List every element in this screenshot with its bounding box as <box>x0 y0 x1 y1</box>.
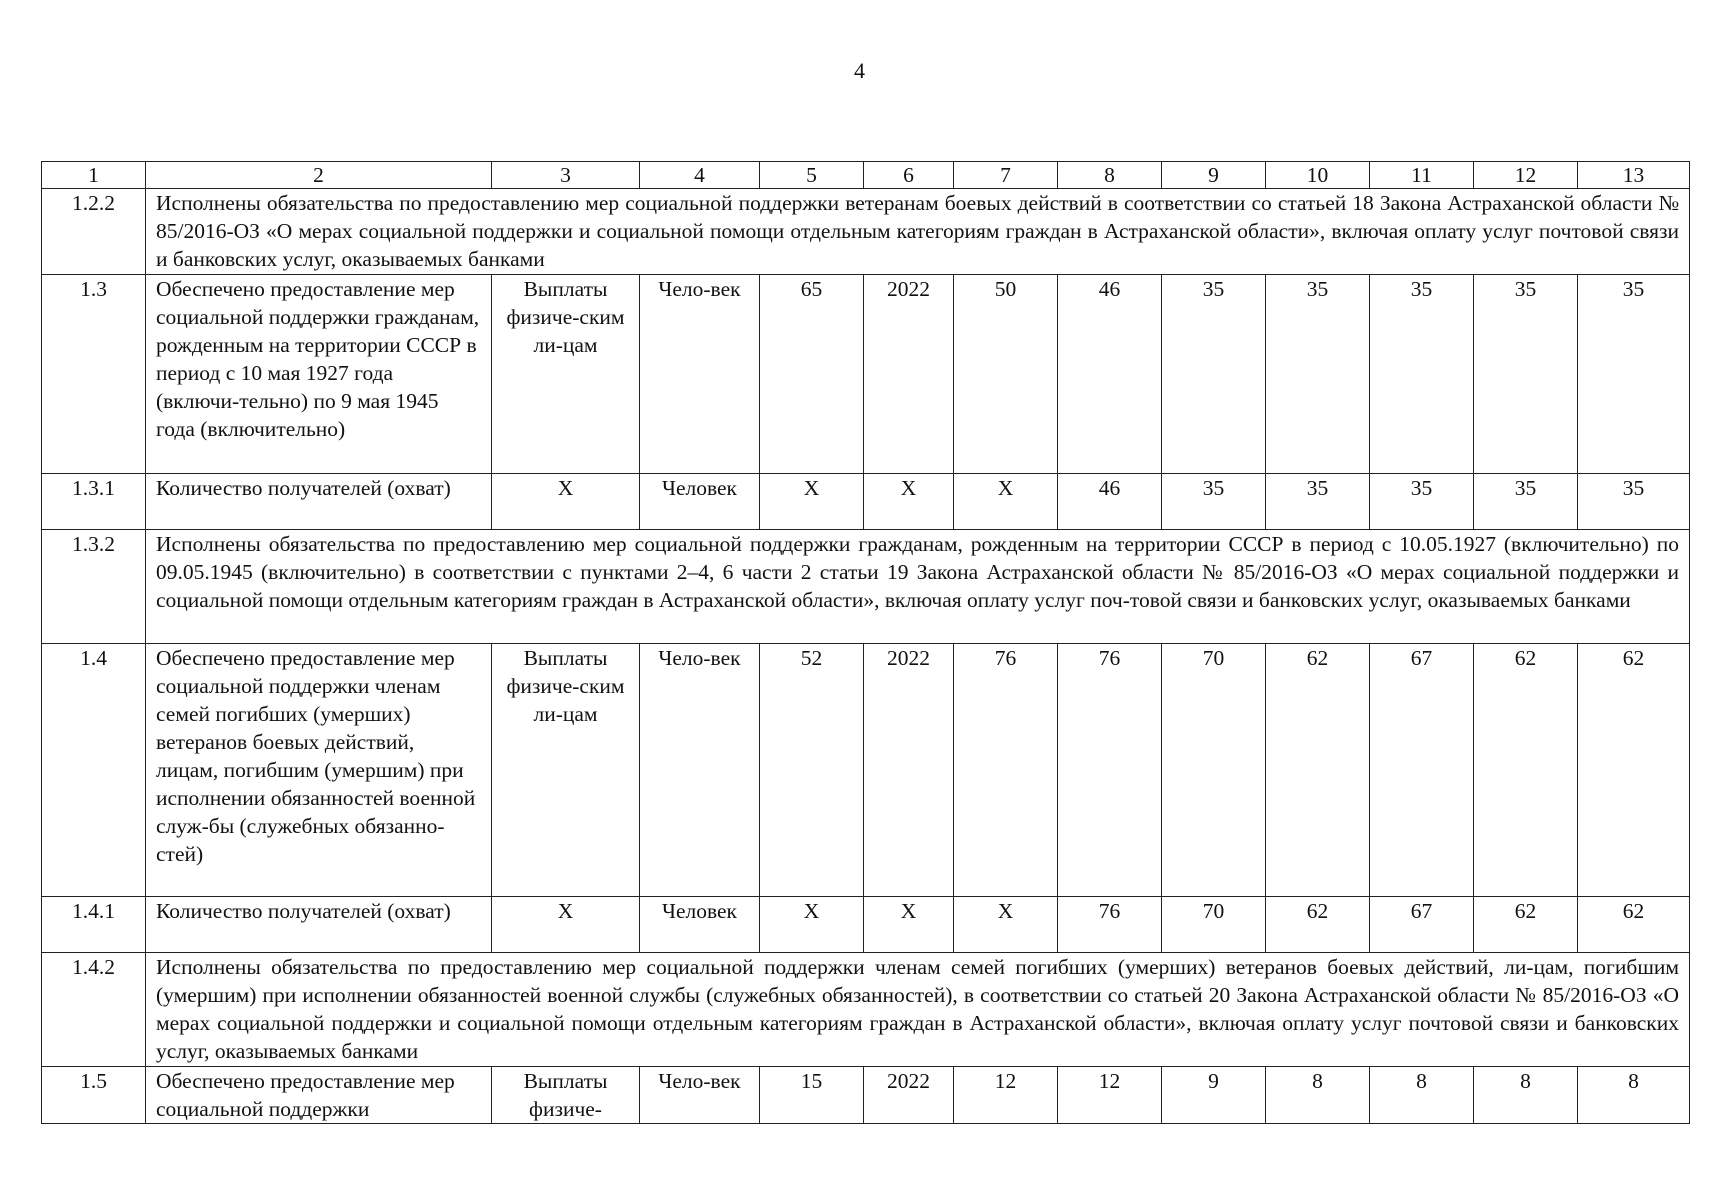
row-value: 62 <box>1266 644 1370 897</box>
row-code: 1.4 <box>42 644 146 897</box>
row-value: 35 <box>1162 474 1266 530</box>
row-value: 35 <box>1266 474 1370 530</box>
row-unit: Чело-век <box>640 1067 760 1124</box>
row-unit: Человек <box>640 474 760 530</box>
table-row <box>42 953 1690 1067</box>
row-type: Выплаты физиче- <box>492 1067 640 1124</box>
row-value: 62 <box>1474 644 1578 897</box>
row-value: 35 <box>1162 275 1266 474</box>
row-value: 67 <box>1370 644 1474 897</box>
column-number: 4 <box>640 162 760 189</box>
row-code: 1.3.2 <box>42 530 146 644</box>
row-value: 35 <box>1578 275 1690 474</box>
table-row <box>42 275 1690 474</box>
table-row <box>42 644 1690 897</box>
column-number: 11 <box>1370 162 1474 189</box>
column-number: 13 <box>1578 162 1690 189</box>
table-row <box>42 530 1690 644</box>
row-unit: Чело-век <box>640 644 760 897</box>
row-type: Выплаты физиче-ским ли-цам <box>492 275 640 474</box>
row-value: X <box>954 897 1058 953</box>
row-value: 62 <box>1578 897 1690 953</box>
row-name: Обеспечено предоставление мер социальной поддержки <box>146 1067 492 1124</box>
table-row <box>42 474 1690 530</box>
column-number: 8 <box>1058 162 1162 189</box>
row-value: X <box>864 474 954 530</box>
row-value: 15 <box>760 1067 864 1124</box>
column-number: 9 <box>1162 162 1266 189</box>
table-row <box>42 897 1690 953</box>
row-value: 52 <box>760 644 864 897</box>
indicators-table <box>41 161 1690 1124</box>
row-code: 1.5 <box>42 1067 146 1124</box>
column-number: 5 <box>760 162 864 189</box>
row-description: Исполнены обязательства по предоставлению мер социальной поддержки гражданам, рожденным на территории СССР в период с 10.05.1927 (включительно) по 09.05.1945 (включительно) в соответствии с пунктами 2–4, 6 части 2 статьи 19 Закона Астраханской области № 85/2016-ОЗ «О мерах социальной поддержки и социальной помощи отдельным категориям граждан в Астраханской области», включая оплату услуг поч-товой связи и банковских услуг, оказываемых банками <box>146 530 1690 644</box>
row-description: Исполнены обязательства по предоставлению мер социальной поддержки ветеранам боевых действий в соответствии со статьей 18 Закона Астраханской области № 85/2016-ОЗ «О мерах социальной поддержки и социальной помощи отдельным категориям граждан в Астраханской области», включая оплату услуг почтовой связи и банковских услуг, оказываемых банками <box>146 189 1690 275</box>
column-number: 12 <box>1474 162 1578 189</box>
column-number: 3 <box>492 162 640 189</box>
row-value: X <box>864 897 954 953</box>
row-unit: Чело-век <box>640 275 760 474</box>
row-value: 9 <box>1162 1067 1266 1124</box>
column-number: 1 <box>42 162 146 189</box>
row-value: 76 <box>954 644 1058 897</box>
row-value: 62 <box>1266 897 1370 953</box>
row-value: 50 <box>954 275 1058 474</box>
column-number: 7 <box>954 162 1058 189</box>
row-value: X <box>760 897 864 953</box>
column-number: 2 <box>146 162 492 189</box>
page-number: 4 <box>854 58 865 83</box>
row-value: 70 <box>1162 897 1266 953</box>
row-code: 1.4.2 <box>42 953 146 1067</box>
row-value: 2022 <box>864 644 954 897</box>
table-header-row <box>42 162 1690 189</box>
column-number: 6 <box>864 162 954 189</box>
row-value: 12 <box>1058 1067 1162 1124</box>
row-value: 2022 <box>864 1067 954 1124</box>
row-value: 35 <box>1370 474 1474 530</box>
row-type: Выплаты физиче-ским ли-цам <box>492 644 640 897</box>
row-type: X <box>492 897 640 953</box>
row-name: Обеспечено предоставление мер социальной поддержки гражданам, рожденным на территории СССР в период с 10 мая 1927 года (включи-тельно) по 9 мая 1945 года (включительно) <box>146 275 492 474</box>
row-value: 67 <box>1370 897 1474 953</box>
row-description: Исполнены обязательства по предоставлению мер социальной поддержки членам семей погибших (умерших) ветеранов боевых действий, ли-цам, погибшим (умершим) при исполнении обязанностей военной службы (служебных обязанностей), в соответствии со статьей 20 Закона Астраханской области № 85/2016-ОЗ «О мерах социальной поддержки и социальной помощи отдельным категориям граждан в Астраханской области», включая оплату услуг почтовой связи и банковских услуг, оказываемых банками <box>146 953 1690 1067</box>
row-value: 62 <box>1578 644 1690 897</box>
row-name: Количество получателей (охват) <box>146 474 492 530</box>
row-value: 35 <box>1474 474 1578 530</box>
row-value: X <box>760 474 864 530</box>
row-name: Обеспечено предоставление мер социальной поддержки членам семей погибших (умерших) ветеранов боевых действий, лицам, погибшим (умершим) при исполнении обязанностей военной служ-бы (служебных обязанно-стей) <box>146 644 492 897</box>
row-unit: Человек <box>640 897 760 953</box>
row-value: X <box>954 474 1058 530</box>
row-value: 76 <box>1058 644 1162 897</box>
row-value: 8 <box>1370 1067 1474 1124</box>
row-value: 35 <box>1370 275 1474 474</box>
row-value: 46 <box>1058 474 1162 530</box>
row-name: Количество получателей (охват) <box>146 897 492 953</box>
column-number: 10 <box>1266 162 1370 189</box>
row-value: 8 <box>1474 1067 1578 1124</box>
table-row <box>42 1067 1690 1124</box>
row-value: 76 <box>1058 897 1162 953</box>
row-value: 46 <box>1058 275 1162 474</box>
row-value: 35 <box>1474 275 1578 474</box>
row-value: 2022 <box>864 275 954 474</box>
row-value: 8 <box>1578 1067 1690 1124</box>
row-code: 1.4.1 <box>42 897 146 953</box>
row-code: 1.2.2 <box>42 189 146 275</box>
row-code: 1.3.1 <box>42 474 146 530</box>
table-row <box>42 189 1690 275</box>
row-code: 1.3 <box>42 275 146 474</box>
row-value: 62 <box>1474 897 1578 953</box>
row-value: 65 <box>760 275 864 474</box>
row-value: 35 <box>1266 275 1370 474</box>
row-value: 70 <box>1162 644 1266 897</box>
row-value: 12 <box>954 1067 1058 1124</box>
row-value: 8 <box>1266 1067 1370 1124</box>
row-type: X <box>492 474 640 530</box>
row-value: 35 <box>1578 474 1690 530</box>
